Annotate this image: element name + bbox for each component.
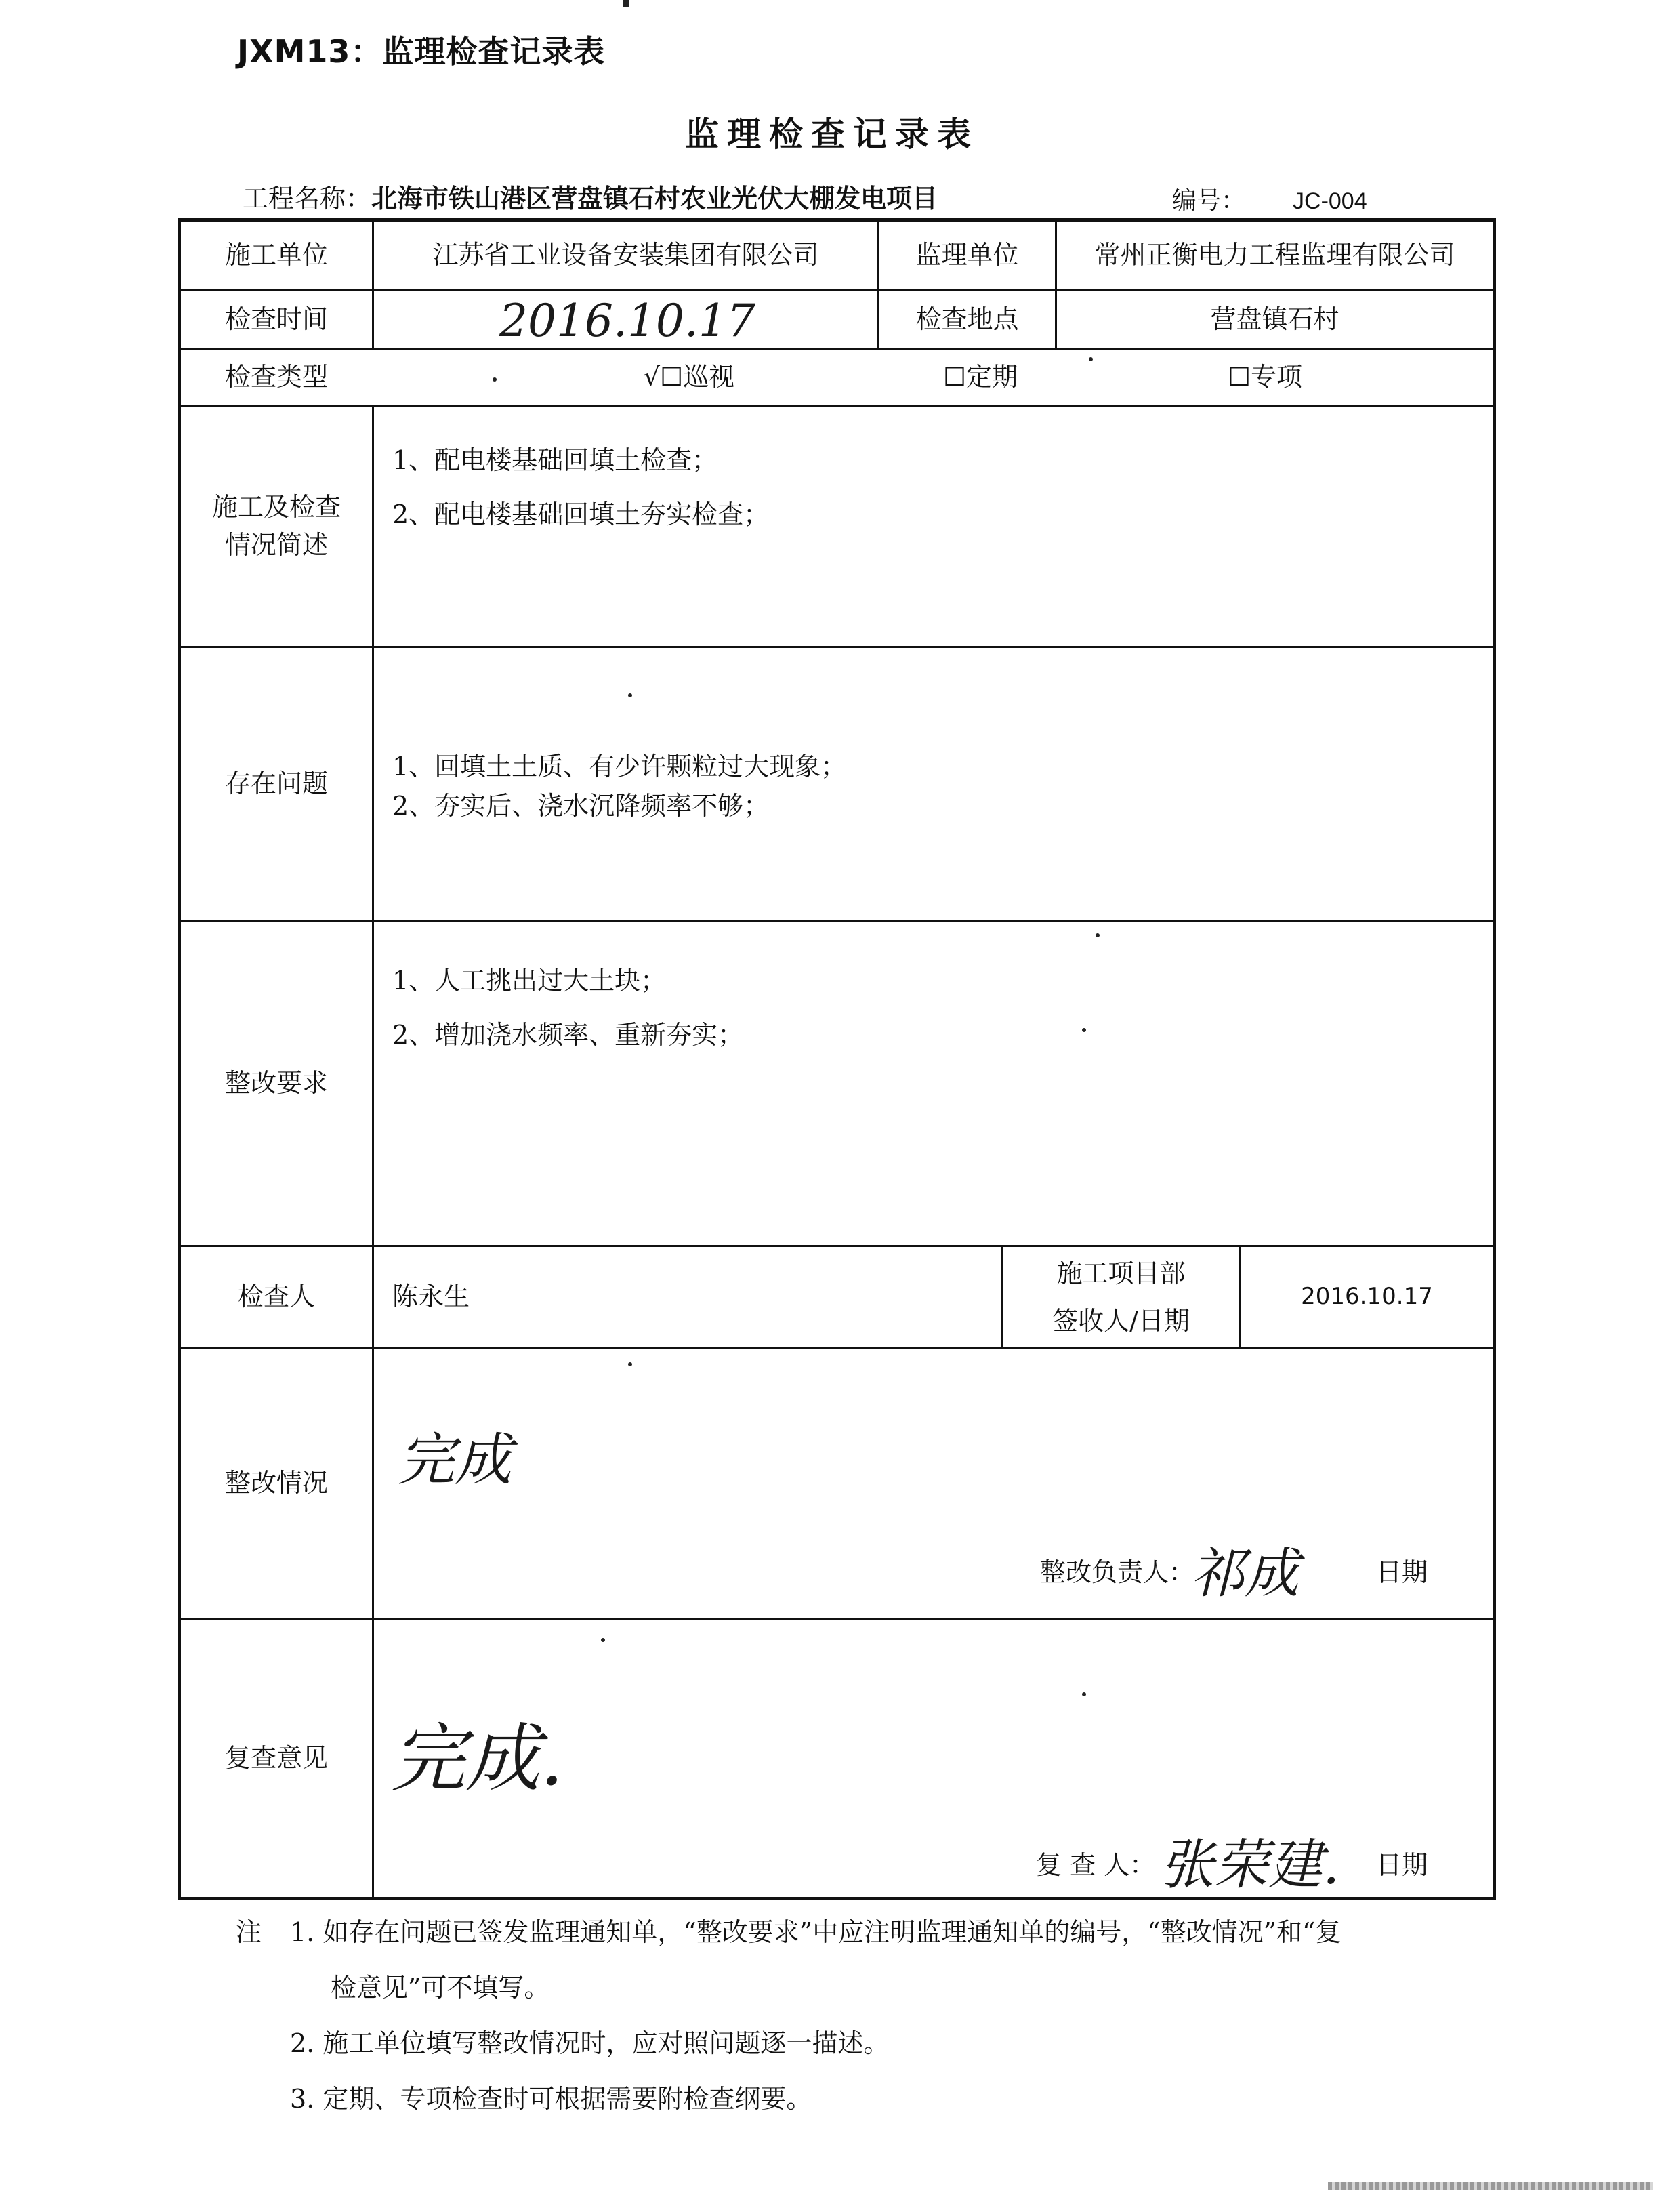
list-item: 1、人工挑出过大土块；	[392, 966, 667, 996]
inspector-value: 陈永生	[392, 1281, 470, 1311]
place-label: 检查地点	[915, 304, 1019, 334]
problems-label: 存在问题	[224, 768, 328, 798]
number-label: 编号：	[1172, 187, 1246, 215]
note-item-2: 2. 施工单位填写整改情况时，应对照问题逐一描述。	[290, 2028, 890, 2058]
reviewer-label: 复 查 人：	[1036, 1850, 1156, 1880]
scan-edge-artifact	[1328, 2182, 1653, 2190]
number-value: JC-004	[1293, 188, 1367, 214]
rectify-label: 整改情况	[224, 1467, 328, 1498]
document-code: JXM13：监理检查记录表	[237, 33, 606, 70]
review-label: 复查意见	[224, 1742, 328, 1773]
time-label: 检查时间	[224, 304, 328, 334]
review-date-label: 日期	[1376, 1850, 1428, 1880]
scan-speck	[601, 1638, 605, 1642]
rectify-date-label: 日期	[1376, 1557, 1428, 1587]
inspection-date-handwritten: 2016.10.17	[499, 295, 755, 347]
scan-speck	[628, 1362, 632, 1366]
contractor-label: 施工单位	[224, 240, 328, 270]
contractor-value: 江苏省工业设备安装集团有限公司	[432, 240, 819, 270]
scan-speck	[1082, 1028, 1086, 1032]
list-item: 2、夯实后、浇水沉降频率不够；	[392, 791, 770, 821]
document-title: 监理检查记录表	[685, 115, 979, 154]
type-regular-checkbox: ☐定期	[942, 361, 1018, 392]
list-item: 1、配电楼基础回填土检查；	[392, 445, 718, 475]
receipt-label-line2: 签收人/日期	[1052, 1305, 1190, 1336]
problems-list	[392, 747, 846, 825]
list-item: 2、配电楼基础回填土夯实检查；	[392, 499, 770, 529]
scan-speck	[1089, 357, 1093, 361]
scan-speck	[1082, 1692, 1086, 1696]
summary-label-line1: 施工及检查	[211, 492, 341, 523]
summary-list	[392, 433, 769, 541]
rectify-person-label: 整改负责人：	[1040, 1557, 1195, 1587]
project-label: 工程名称：	[243, 184, 372, 213]
notes-mark: 注	[236, 1917, 262, 1947]
list-item: 2、增加浇水频率、重新夯实；	[392, 1020, 744, 1050]
scan-speck	[623, 0, 629, 7]
number-line	[1172, 182, 1367, 216]
review-handwritten: 完成.	[391, 1715, 564, 1802]
scan-speck	[628, 693, 632, 697]
receipt-label	[1003, 1247, 1239, 1347]
requirements-label: 整改要求	[224, 1067, 328, 1098]
project-name: 北海市铁山港区营盘镇石村农业光伏大棚发电项目	[371, 184, 938, 213]
project-line	[243, 178, 938, 215]
note-item-3: 3. 定期、专项检查时可根据需要附检查纲要。	[290, 2084, 812, 2114]
rectify-handwritten: 完成	[398, 1427, 512, 1493]
inspection-form	[178, 218, 1496, 1900]
type-patrol-checked: √☐巡视	[643, 361, 735, 392]
type-special-checkbox: ☐专项	[1227, 361, 1303, 392]
list-item: 1、回填土土质、有少许颗粒过大现象；	[392, 752, 847, 781]
reviewer-signature: 张荣建.	[1160, 1833, 1340, 1896]
scan-speck	[493, 377, 497, 382]
supervisor-label: 监理单位	[915, 240, 1019, 270]
summary-label	[181, 407, 372, 646]
place-value: 营盘镇石村	[1210, 304, 1339, 334]
receipt-label-line1: 施工项目部	[1056, 1258, 1186, 1288]
note-item-1b: 检意见”可不填写。	[331, 1973, 550, 2003]
scan-speck	[1096, 933, 1100, 937]
supervisor-value: 常州正衡电力工程监理有限公司	[1094, 240, 1455, 270]
requirements-list	[392, 954, 743, 1062]
note-item-1a: 1. 如存在问题已签发监理通知单，“整改要求”中应注明监理通知单的编号，“整改情况”和“复	[290, 1917, 1341, 1947]
receipt-date: 2016.10.17	[1301, 1282, 1433, 1310]
summary-label-line2: 情况简述	[224, 529, 328, 560]
type-label: 检查类型	[224, 361, 328, 392]
inspector-label: 检查人	[237, 1281, 315, 1311]
rectify-person-signature: 祁成	[1190, 1542, 1299, 1605]
